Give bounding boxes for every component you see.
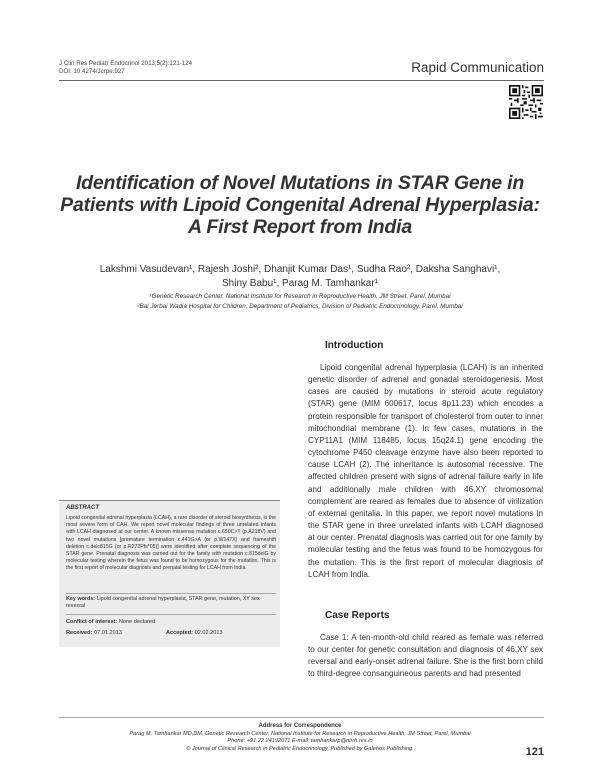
abstract-text: Lipoid congenital adrenal hyperplasia (LCAH), a rare disorder of steroid biosynthesis, is the most severe form of CAH. We report novel molecular findings of three unrelated infants with LCAH diagnosed at our center. A known missense mutation c.650C>T (p.A218V) and two novel mutations [premature termination c.441G>A (or p.W147X) and frameshift deletion c.delc815G (or p.R272Pfs*05)] were identified after complete sequencing of the STAR gene. Prenatal diagnosis was carried out for the family with mutation c.815delG by molecular testing wherein the fetus was found to be homozygous for the mutation. This is the first report of molecular diagnosis and prenatal testing for LCAH from India. <box>66 515 276 572</box>
author-line: Shiny Babu¹, Parag M. Tamhankar¹ <box>221 278 378 289</box>
conflict-of-interest <box>66 619 155 625</box>
copyright-notice: © Journal of Clinical Research in Pediatric Endocrinology, Published by Galenos Publishing. <box>186 745 414 752</box>
header-divider <box>59 80 544 81</box>
received-label: Received: <box>66 630 93 636</box>
conflict-label: Conflict of interest: <box>66 619 118 625</box>
abstract-divider <box>66 593 276 594</box>
correspondence-address: Parag M. Tamhankar MD,DM, Genetic Research Center, National Institute for Research in Reproductive Health, JM Street, Parel, Mumbai <box>129 730 471 737</box>
case-reports-heading: Case Reports <box>325 610 390 621</box>
keywords-label: Key words: <box>66 596 96 602</box>
abstract-heading: ABSTRACT <box>66 505 99 511</box>
citation: J Clin Res Pediatr Endocrinol 2013;5(2):121-124 <box>59 60 193 67</box>
article-type: Rapid Communication <box>411 60 544 75</box>
page-number: 121 <box>525 746 544 758</box>
accepted-value: 02.02.2013 <box>194 630 223 636</box>
correspondence-block <box>100 723 500 753</box>
accepted-label: Accepted: <box>166 630 194 636</box>
qr-code-icon <box>509 85 543 119</box>
case-reports-paragraph: Case 1: A ten-month-old child reared as female was referred to our center for genetic consultation and diagnosis of 46,XY sex reversal and early-onset adrenal failure. She is the first born child to third-degree consanguineous parents and had presented <box>308 633 543 679</box>
keywords-divider <box>66 614 276 615</box>
accepted-date <box>166 630 223 636</box>
received-value: 07.01.2013 <box>94 630 122 636</box>
article-title <box>40 172 560 238</box>
correspondence-contact: Phone: +91 22 24192071 E-mail: tamhankarp@nirrh.res.in <box>227 738 373 744</box>
conflict-value: None declared <box>118 619 156 625</box>
correspondence-heading: Address for Correspondence <box>258 723 342 729</box>
footer-divider <box>59 717 544 718</box>
title-line: A First Report from India <box>188 216 412 238</box>
affiliation: ²Bai Jerbai Wadia Hospital for Children, Department of Pediatrics, Division of Pediatric Endocrinology, Parel, Mumbai <box>137 303 463 310</box>
author-line: Lakshmi Vasudevan¹, Rajesh Joshi², Dhanjit Kumar Das¹, Sudha Rao², Daksha Sanghavi¹, <box>99 264 501 275</box>
title-line: Identification of Novel Mutations in STAR Gene in <box>75 172 525 194</box>
introduction-paragraph: Lipoid congenital adrenal hyperplasia (LCAH) is an inherited genetic disorder of adrenal and gonadal steroidogenesis. Most cases are caused by mutations in steroid acute regulatory (STAR) gene (MIM 600617, locus 8p11.23) which encodes a protein responsible for transport of cholesterol from outer to inner mitochondrial membrane (1). In few cases, mutations in the CYP11A1 (MIM 118485, locus 15q24.1) gene encoding the cytochrome P450 cleavage enzyme have also been reported to cause LCAH (2). The inheritance is autosomal recessive. The affected children present with signs of adrenal failure early in life and additionally male children with 46,XY chromosomal complement are reared as females due to absence of virilization of external genitalia. In this paper, we report novel mutations in the STAR gene in three unrelated infants with LCAH diagnosed at our center. Prenatal diagnosis was carried out for one family by molecular testing and the fetus was found to be homozygous for the mutation. This is the first report of molecular diagnosis of LCAH from India. <box>308 363 543 579</box>
keywords-value: Lipoid congenital adrenal hyperplasia, STAR gene, mutation, XY sex reversal <box>66 596 260 609</box>
journal-header <box>59 60 192 76</box>
keywords <box>66 596 276 610</box>
introduction-heading: Introduction <box>325 340 384 351</box>
author-list <box>70 263 530 291</box>
doi: DOI: 10.4274/Jcrpe.927 <box>59 68 125 75</box>
title-line: Patients with Lipoid Congenital Adrenal Hyperplasia: <box>60 194 540 216</box>
affiliations <box>70 292 530 312</box>
received-date <box>66 630 122 636</box>
affiliation: ¹Genetic Research Center, National Institute for Research in Reproductive Health, JM Street, Parel, Mumbai <box>149 293 451 300</box>
